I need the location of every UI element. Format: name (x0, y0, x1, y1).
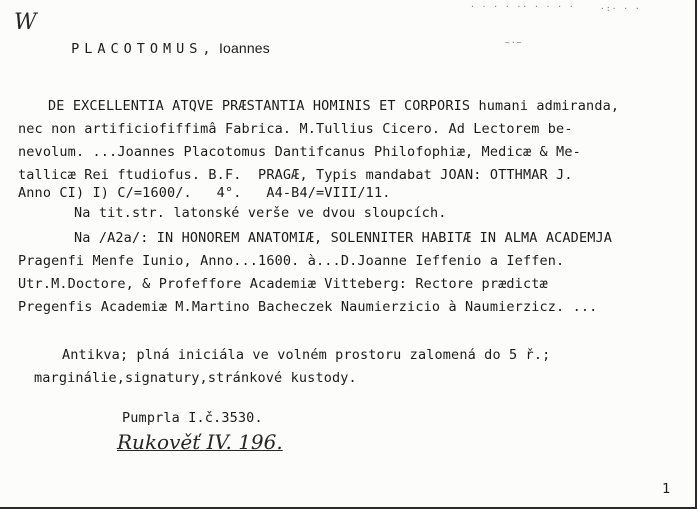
stamp-smudge: ·:· · · (600, 4, 641, 13)
author-given-name: Ioannes (218, 40, 270, 56)
stamp-smudge: ~·~ (505, 38, 523, 47)
title-line: nevolum. ...Joannes Placotomus Dantifcanus Philofophiæ, Medicæ & Me- (18, 144, 581, 160)
description-line: Antikva; plná iniciála ve volném prostoru zalomená do 5 ř.; (62, 347, 551, 363)
handwritten-shelfmark: Rukověť IV. 196. (117, 430, 283, 454)
author-heading (38, 24, 270, 73)
title-line: Anno CI) I) C/=1600/. 4°. A4-B4/=VIII/11. (18, 185, 391, 201)
bibliographic-reference: Pumprla I.č.3530. (122, 410, 263, 426)
title-page-note: Na tit.str. latonské verše ve dvou sloupcích. (74, 205, 447, 221)
author-surname: PLACOTOMUS (71, 41, 203, 57)
title-line: tallicæ Rei ftudiofus. B.F. PRAGÆ, Typis mandabat JOAN: OTTHMAR J. (18, 167, 573, 183)
page-number: 1 (662, 481, 671, 497)
incipit-line: Pragenfi Menfe Iunio, Anno...1600. à...D.Joanne Ieffenio a Ieffen. (18, 253, 565, 269)
handwritten-mark: W (14, 10, 37, 35)
author-separator: , (202, 41, 219, 57)
incipit-line: Na /A2a/: IN HONOREM ANATOMIÆ, SOLENNITER HABITÆ IN ALMA ACADEMJA (74, 230, 613, 246)
incipit-line: Pregenfis Academiæ M.Martino Bacheczek Naumierzicio à Naumierzicz. ... (18, 299, 598, 315)
description-line: marginálie,signatury,stránkové kustody. (34, 370, 357, 386)
title-line: nec non artificiofiffimâ Fabrica. M.Tullius Cicero. Ad Lectorem be- (18, 121, 573, 137)
stamp-smudge: · · · · ·· · · · · (470, 2, 575, 11)
title-line: DE EXCELLENTIA ATQVE PRÆSTANTIA HOMINIS ET CORPORIS humani admiranda, (48, 98, 620, 114)
incipit-line: Utr.M.Doctore, & Profeffore Academiæ Vitteberg: Rectore prædictæ (18, 276, 548, 292)
